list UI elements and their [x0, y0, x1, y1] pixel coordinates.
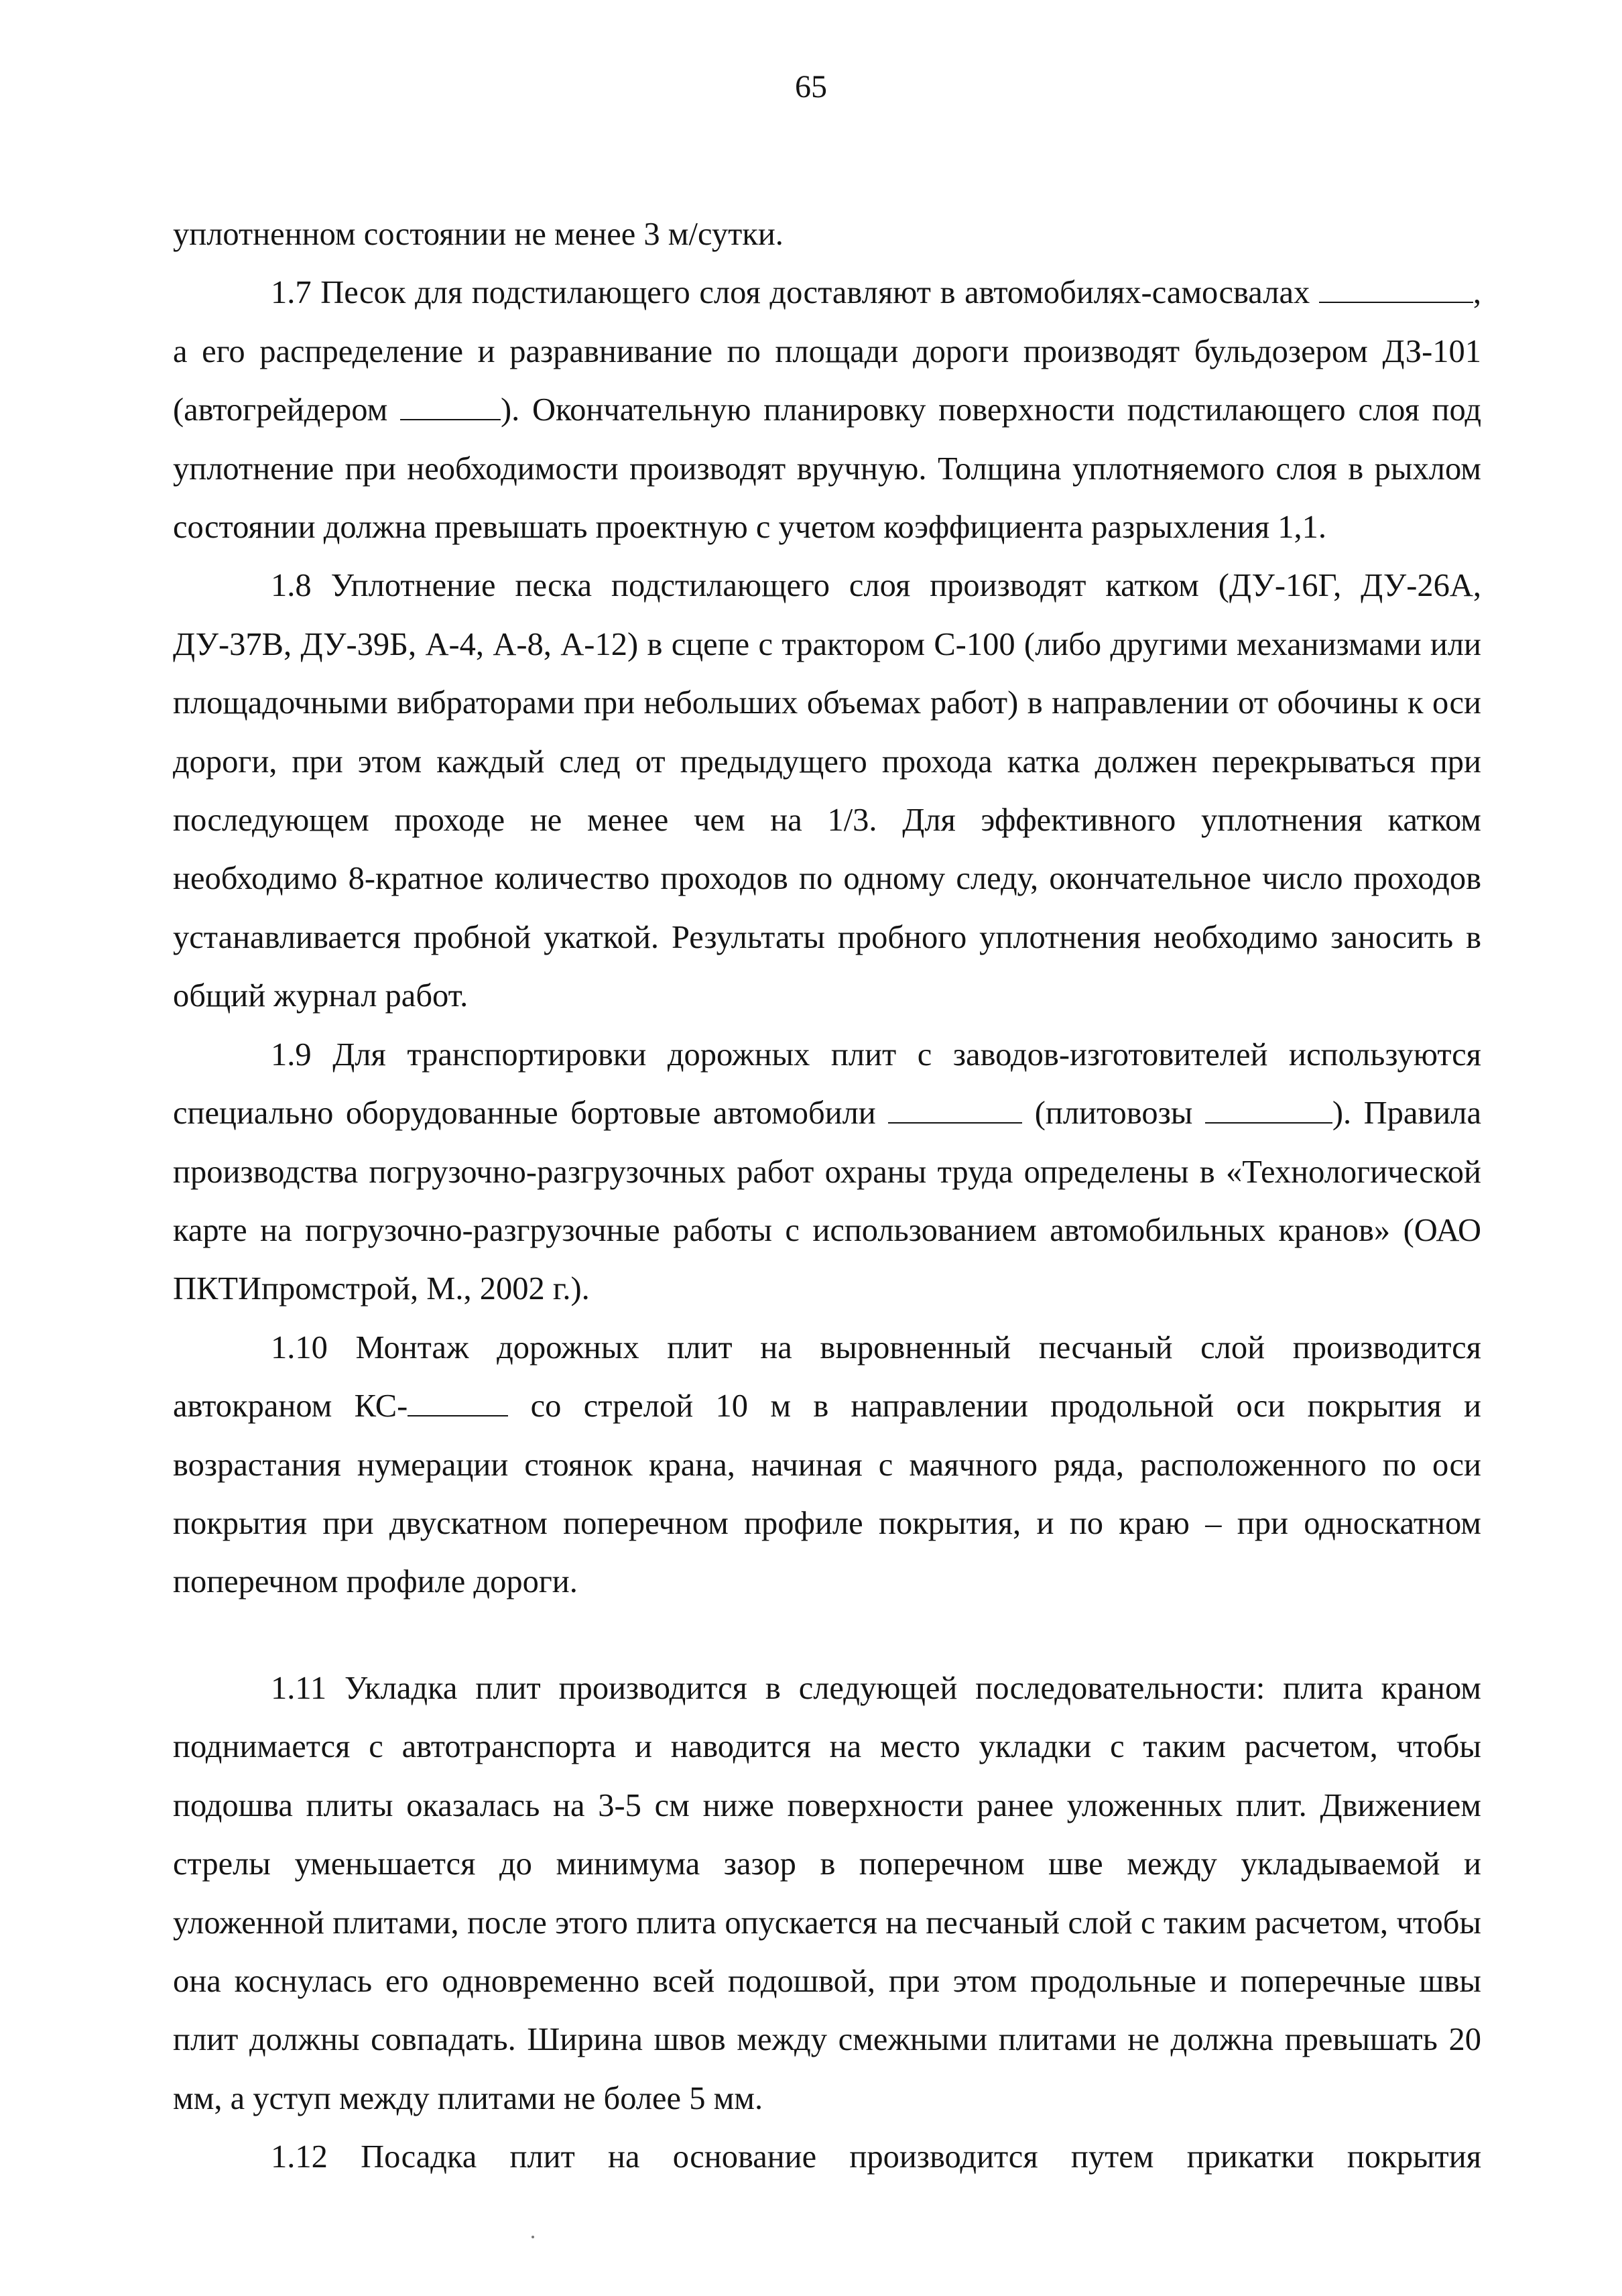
- paragraph-1-9-part-a: 1.9 Для транспортировки дорожных плит с заводов-изготовителей используются специально оборудованные бортовые автомобили: [173, 1036, 1481, 1132]
- body-text-upper: [173, 205, 1481, 1612]
- body-text-lower: [173, 1659, 1481, 2187]
- paragraph-1-9-part-b: (плитовозы: [1022, 1095, 1205, 1132]
- blank-field-vehicle-model: [888, 1091, 1022, 1124]
- scan-speck: [532, 2236, 534, 2238]
- paragraph-1-7-part-c: ). Окончательную планировку поверхности подстилающего слоя под уплотнение при необходимости производят вручную. Толщина уплотняемого слоя в рыхлом состоянии должна превышать проектную с учетом коэффициента разрыхления 1,1.: [173, 392, 1481, 546]
- paragraph-1-7-part-b: , а его распределение и разравнивание по площади дороги производят бульдозером ДЗ-101 (автогрейдером: [173, 275, 1481, 428]
- blank-field-truck-model: [1319, 271, 1473, 303]
- paragraph-1-9: [173, 1026, 1481, 1319]
- page-number: 65: [795, 69, 827, 105]
- blank-field-grader-model: [400, 388, 501, 420]
- paragraph-1-10-part-a: 1.10 Монтаж дорожных плит на выровненный песчаный слой производится автокраном КС-: [173, 1329, 1481, 1425]
- blank-field-crane-model: [408, 1384, 508, 1416]
- paragraph-1-8: 1.8 Уплотнение песка подстилающего слоя производят катком (ДУ-16Г, ДУ-26А, ДУ-37В, ДУ-39Б, А-4, А-8, А-12) в сцепе с трактором С-100 (либо другими механизмами или площадочными вибраторами при небольших объемах работ) в направлении от обочины к оси дороги, при этом каждый след от предыдущего прохода катка должен перекрываться при последующем проходе не менее чем на 1/3. Для эффективного уплотнения катком необходимо 8-кратное количество проходов по одному следу, окончательное число проходов устанавливается пробной укаткой. Результаты пробного уплотнения необходимо заносить в общий журнал работ.: [173, 568, 1481, 1014]
- paragraph-1-7-part-a: 1.7 Песок для подстилающего слоя доставляют в автомобилях-самосвалах: [271, 275, 1319, 311]
- paragraph-1-12: 1.12 Посадка плит на основание производится путем прикатки покрытия: [271, 2139, 1481, 2175]
- paragraph-1-9-part-c: ). Правила производства погрузочно-разгрузочных работ охраны труда определены в «Технологической карте на погрузочно-разгрузочные работы с использованием автомобильных кранов» (ОАО ПКТИпромстрой, М., 2002 г.).: [173, 1095, 1481, 1307]
- paragraph-continuation: уплотненном состоянии не менее 3 м/сутки.: [173, 217, 784, 252]
- paragraph-1-7: [173, 263, 1481, 556]
- blank-field-plate-carrier-model: [1205, 1091, 1332, 1124]
- paragraph-1-11: 1.11 Укладка плит производится в следующей последовательности: плита краном поднимается с автотранспорта и наводится на место укладки с таким расчетом, чтобы подошва плиты оказалась на 3-5 см ниже поверхности ранее уложенных плит. Движением стрелы уменьшается до минимума зазор в поперечном шве между укладываемой и уложенной плитами, после этого плита опускается на песчаный слой с таким расчетом, чтобы она коснулась его одновременно всей подошвой, при этом продольные и поперечные швы плит должны совпадать. Ширина швов между смежными плитами не должна превышать 20 мм, а уступ между плитами не более 5 мм.: [173, 1671, 1481, 2116]
- paragraph-1-10: [173, 1319, 1481, 1612]
- paragraph-1-10-part-b: со стрелой 10 м в направлении продольной оси покрытия и возрастания нумерации стоянок крана, начиная с маячного ряда, расположенного по оси покрытия при двускатном поперечном профиле покрытия, и по краю – при односкатном поперечном профиле дороги.: [173, 1388, 1481, 1600]
